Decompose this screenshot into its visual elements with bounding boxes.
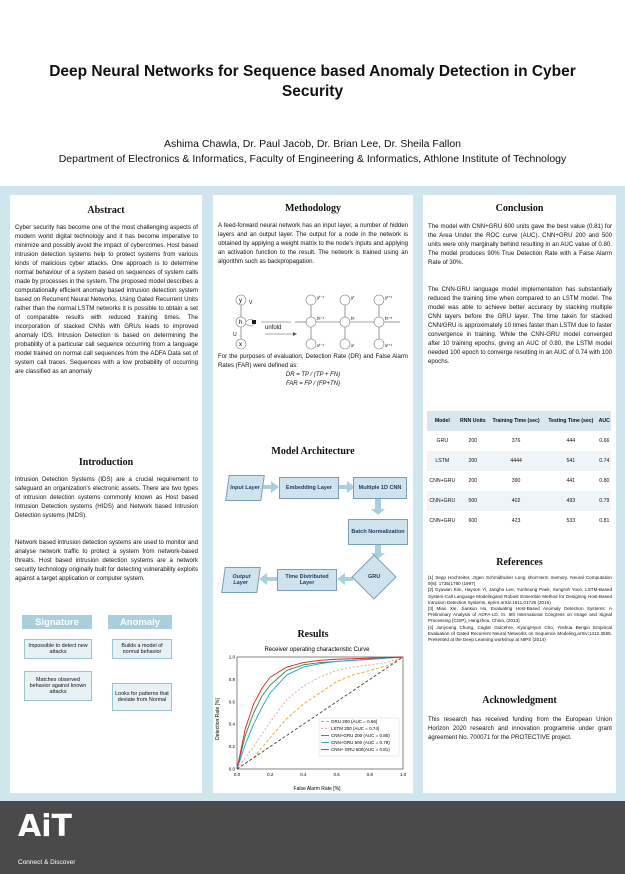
- anomaly-point-2: Looks for patterns that deviate from Normal: [112, 683, 172, 711]
- table-cell: 402: [488, 491, 544, 511]
- table-row: [427, 451, 611, 471]
- svg-text:U: U: [233, 332, 237, 338]
- signature-point-1: Impossible to detect new attacks: [24, 639, 92, 659]
- y-tick-label: 0.0: [228, 766, 235, 772]
- conclusion-heading: Conclusion: [495, 203, 544, 214]
- ait-logo: AiT: [18, 809, 72, 844]
- table-header-cell: Testing Time (sec): [544, 411, 598, 431]
- authors: Ashima Chawla, Dr. Paul Jacob, Dr. Brian Lee, Dr. Sheila Fallon: [163, 138, 462, 150]
- rnn-xt-1-label: xᵗ⁻¹: [317, 343, 325, 348]
- table-header-cell: Training Time (sec): [488, 411, 544, 431]
- signature-anomaly-diagram: [20, 613, 192, 753]
- rnn-xt-label: xᵗ: [351, 343, 355, 348]
- table-cell: 444: [566, 438, 576, 444]
- reference-item: [3] Miao Xie, Jiankun Hu, Evaluating Host-Based Anomaly Detection Systems: A Preliminary Analysis of ADFA-LD, In: 6th International Congress on Image and Signal Processing (CISP), Hangzhou, China, (2013): [428, 606, 612, 624]
- results-table: [427, 411, 611, 531]
- poster-header: [0, 0, 625, 186]
- x-tick-label: 0.0: [233, 772, 241, 777]
- signature-point-2: Matches observed behavior against known attacks: [24, 671, 92, 701]
- y-axis-label: Detection Rate [%]: [215, 698, 221, 740]
- methodology-p2: For the purposes of evaluation, Detection Rate (DR) and False Alarm Rates (FAR) were defined as:: [218, 353, 408, 369]
- table-cell: 376: [511, 438, 521, 444]
- x-tick-label: 0.8: [366, 772, 373, 777]
- table-cell: 423: [511, 518, 521, 524]
- table-cell: 0.81: [599, 518, 610, 524]
- conclusion-p2: The CNN-GRU language model implementation has substantially reduced the training time when compared to an LSTM model. The model was able to achieve better accuracy by stacking multiple CNN layers before the GRU layer. The time taken for stacked CNN/GRU is approximately 10 times faster than LSTM due to faster convergence in training. While the CNN-GRU model converged after 10 training epochs, giving an AUC of 0.80, the LSTM model needed 100 epoch to converge resulting in an AUC of 0.74 with 100 epochs.: [428, 286, 612, 365]
- architecture-heading: Model Architecture: [271, 446, 355, 457]
- table-cell: LSTM: [427, 451, 458, 471]
- table-cell: CNN+GRU: [429, 478, 456, 484]
- table-row: [427, 491, 611, 511]
- legend-label: CNN+GRU 200 (AUC = 0.80): [331, 733, 390, 738]
- x-axis-label: False Alarm Rate [%]: [293, 786, 341, 792]
- y-tick-label: 1.0: [228, 654, 235, 660]
- x-tick-label: 1.0: [399, 772, 407, 777]
- roc-chart: [213, 643, 413, 793]
- table-header-cell: RNN Units: [458, 411, 488, 431]
- table-header-cell: Model: [427, 411, 458, 431]
- table-cell: 0.79: [598, 491, 611, 511]
- table-cell: CNN+GRU: [427, 491, 458, 511]
- department: Department of Electronics & Informatics, Faculty of Engineering & Informatics, Athlone Institute of Technology: [58, 153, 567, 165]
- legend-label: GRU 200 (AUC = 0.66): [331, 719, 378, 724]
- rnn-ht-label: hᵗ: [351, 316, 355, 321]
- table-row: [427, 471, 611, 491]
- chart-title: Receiver operating characteristic Curve: [264, 647, 370, 653]
- footer-bar: [0, 801, 625, 874]
- abstract-text: Cyber security has become one of the most challenging aspects of modern world digital technology and it has become imperative to minimize and possibly avoid the impact of cybercrimes. Host based intrusion detection systems help to protect systems from various kinds of malicious cyber attacks. One approach is to determine normal behaviour of a system based on sequences of system calls made by processes in the system. The proposed model describes a computationally efficient anomaly based intrusion detection system based on Recurrent Neural Networks. Using Gated Recurrent Units rather than the normal LSTM networks it is possible to obtain a set of comparable results with reduced training times. The incorporation of stacked CNNs with GRUs leads to improved anomaly IDS. Intrusion Detection is based on determining the probability of a particular call sequence occurring from a language model trained on normal call sequences from the ADFA Data set of system call traces. Sequences with a low probability of occurring are classified as an anomaly: [15, 224, 198, 375]
- column-left: [10, 195, 202, 793]
- table-cell: 0.66: [599, 438, 610, 444]
- rnn-ht-1-label: hᵗ⁻¹: [317, 316, 325, 321]
- time-distributed-box: Time Distributed Layer: [277, 569, 337, 591]
- batch-normalization-box: Batch Normalization: [348, 519, 408, 545]
- y-tick-label: 0.8: [228, 676, 235, 682]
- input-layer-box: Input Layer: [225, 475, 265, 501]
- x-tick-label: 0.2: [267, 772, 274, 777]
- conclusion-p1: The model with CNN+GRU 600 units gave the best value (0.81) for the Area Under the ROC curve (AUC). CNN+GRU 200 and 500 units were only marginally behind resulting in an AUC value of 0.80. The model produces 90% True Detection Rate with a False Alarm Rate of 30%.: [428, 223, 612, 266]
- legend-label: CNN+GRU 500 (AUC = 0.79): [331, 740, 390, 745]
- references-list: [428, 575, 612, 643]
- signature-header: Signature: [22, 615, 92, 629]
- rnn-ht+1-label: hᵗ⁺¹: [385, 316, 393, 321]
- table-cell: 441: [566, 478, 576, 484]
- x-tick-label: 0.4: [300, 772, 307, 777]
- introduction-heading: Introduction: [78, 457, 134, 468]
- anomaly-header: Anomaly: [108, 615, 172, 629]
- acknowledgment-heading: Acknowledgment: [482, 695, 557, 706]
- poster-title: Deep Neural Networks for Sequence based Anomaly Detection in Cyber Security: [49, 63, 576, 100]
- rnn-unfold-diagram: [225, 292, 405, 350]
- gru-label: GRU: [367, 573, 381, 580]
- legend-label: CNN+ GRU 600(AUC = 0.81): [331, 747, 390, 752]
- table-cell: 390: [511, 478, 521, 484]
- results-heading: Results: [297, 629, 329, 640]
- rnn-h-label: h: [239, 320, 243, 326]
- embedding-layer-box: Embedding Layer: [279, 477, 339, 499]
- rnn-yt-label: yᵗ: [351, 295, 355, 300]
- table-cell: 493: [544, 491, 598, 511]
- output-layer-box: Output Layer: [221, 567, 261, 593]
- table-cell: 200: [468, 438, 478, 444]
- table-cell: 200: [468, 478, 478, 484]
- cnn-box: Multiple 1D CNN: [353, 477, 407, 499]
- reference-item: [1] Sepp Hochreiter, Jrgen Schmidhuber Long short-term memory. Neural Computation 9(8): 1735(1780 (1997): [428, 575, 612, 587]
- far-formula: FAR = FP / (FP+TN): [285, 381, 340, 387]
- svg-text:V: V: [249, 300, 253, 306]
- table-cell: 0.74: [598, 451, 611, 471]
- introduction-p1: Intrusion Detection Systems (IDS) are a crucial requirement to safeguard an organization's electronic assets. There are two types of intrusion detection systems commonly known as Host based Intrusion Detection systems (HIDS) and Network based Intrusion Detection systems (NIDS).: [15, 476, 198, 519]
- table-cell: 500: [458, 491, 488, 511]
- x-tick-label: 0.6: [333, 772, 340, 777]
- rnn-y-label: y: [239, 298, 242, 304]
- introduction-p2: Network based intrusion detection systems are used to monitor and analyse network traffic to protect a system from network-based threats. Host based intrusion detection systems are a network security technology originally built for detecting vulnerability exploits against a target application or computer system.: [15, 539, 198, 582]
- table-cell: 600: [468, 518, 478, 524]
- table-header-cell: AUC: [598, 411, 611, 431]
- rnn-yt+1-label: yᵗ⁺¹: [385, 295, 393, 300]
- rnn-unrolled: [295, 295, 400, 349]
- rnn-x-label: x: [239, 342, 242, 348]
- legend-label: LSTM 200 (AUC = 0.74): [331, 726, 380, 731]
- acknowledgment-text: This research has received funding from the European Union Horizon 2020 research and innovation programme under grant agreement No. 700071 for the PROTECTIVE project.: [428, 716, 612, 741]
- column-right: [423, 195, 616, 793]
- rnn-yt-1-label: yᵗ⁻¹: [317, 295, 325, 300]
- methodology-heading: Methodology: [284, 203, 342, 214]
- unfold-label: unfold: [265, 325, 282, 331]
- column-middle: [213, 195, 413, 793]
- table-cell: CNN+GRU: [429, 518, 456, 524]
- methodology-p1: A feed-forward neural network has an input layer, a number of hidden layers and an output layer. The output for a node in the network is obtained by applying a weight matrix to the node's inputs and applying an activation function to the result. The network is trained using an algorithm such as backpropagation.: [218, 222, 408, 265]
- table-cell: 4444: [488, 451, 544, 471]
- table-cell: GRU: [436, 438, 449, 444]
- abstract-heading: Abstract: [87, 205, 125, 216]
- rnn-xt+1-label: xᵗ⁺¹: [385, 343, 393, 348]
- footer-tagline: Connect & Discover: [18, 859, 76, 866]
- anomaly-point-1: Builds a model of normal behavior: [112, 639, 172, 659]
- reference-item: [4] Junyoung Chung, Caglar Gulcehre, KyungHyun Cho, Yoshua Bengio Empirical Evaluation of Gated Recurrent Neural Networks on Sequence Modeling,arXiv:1412.3555. Presented at the Deep Learning workshop at NIPS (2014): [428, 624, 612, 643]
- table-row: [427, 511, 611, 531]
- references-heading: References: [496, 557, 543, 568]
- dr-formula: DR = TP / (TP + FN): [285, 372, 341, 378]
- y-tick-label: 0.2: [228, 744, 235, 750]
- table-cell: 0.80: [599, 478, 610, 484]
- table-cell: 541: [544, 451, 598, 471]
- y-tick-label: 0.6: [228, 699, 235, 705]
- table-cell: 200: [458, 451, 488, 471]
- table-cell: 533: [566, 518, 576, 524]
- table-row: [427, 431, 611, 451]
- reference-item: [2] Gyuwan Kim, Hayoon Yi, Jangho Lee, Yunheung Paek, Sungroh Yoon, LSTM-Based System-Call Language Modelingand Robust Ensemble Method for Designing Host-Based Intrusion Detection Systems, eprint arXiv:1611.01726 (2016): [428, 587, 612, 605]
- architecture-diagram: [213, 467, 413, 607]
- y-tick-label: 0.4: [228, 721, 235, 727]
